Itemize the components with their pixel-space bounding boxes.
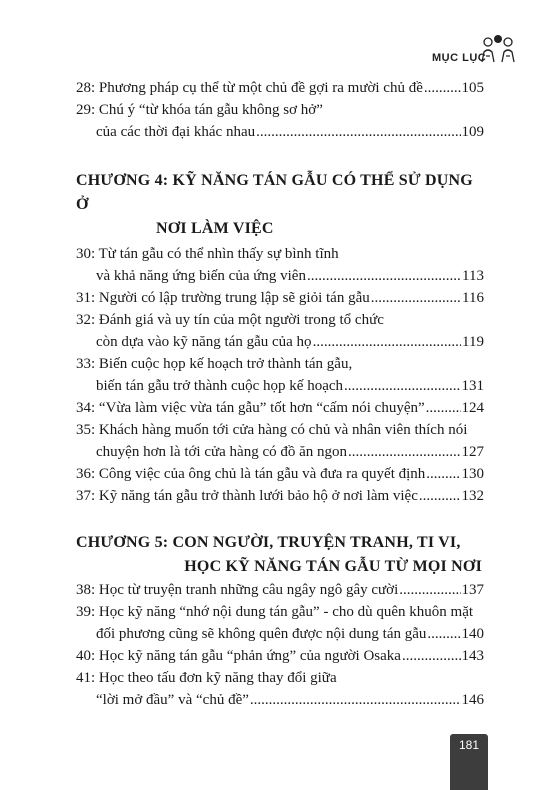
toc-entry <box>76 645 484 667</box>
toc-entry-line <box>76 645 484 667</box>
toc-page-number: 127 <box>461 444 484 460</box>
toc-entry <box>76 463 484 485</box>
toc-group <box>76 77 484 143</box>
toc-entry-title: 37: Kỹ năng tán gẫu trở thành lưới bảo hộ ở nơi làm việc <box>76 488 418 504</box>
toc-page-number: 119 <box>462 334 484 350</box>
chapter-title-line: CHƯƠNG 4: KỸ NĂNG TÁN GẪU CÓ THỂ SỬ DỤNG Ở <box>76 172 473 213</box>
toc-page-number: 146 <box>461 692 484 708</box>
toc-entry-line <box>76 243 484 265</box>
dot-leader <box>399 579 460 601</box>
toc-entry-line <box>76 441 484 463</box>
toc-entry <box>76 419 484 463</box>
toc-entry <box>76 287 484 309</box>
toc-entry-line <box>76 287 484 309</box>
toc-entry-title: “lời mở đầu” và “chủ đề” <box>96 692 249 708</box>
toc-entry <box>76 601 484 645</box>
toc-entry <box>76 353 484 397</box>
dot-leader <box>402 645 461 667</box>
toc-page-number: 105 <box>461 80 484 96</box>
toc-page-number: 140 <box>461 626 484 642</box>
toc-entry-title: và khả năng ứng biến của ứng viên <box>96 268 306 284</box>
toc-entry-title: 31: Người có lập trường trung lập sẽ giỏi tán gẫu <box>76 290 370 306</box>
toc-entry-title: 36: Công việc của ông chủ là tán gẫu và đưa ra quyết định <box>76 466 426 482</box>
chapter-title-line: CHƯƠNG 5: CON NGƯỜI, TRUYỆN TRANH, TI VI, <box>76 534 461 551</box>
section-header: MỤC LỤC <box>432 52 487 64</box>
dot-leader <box>371 287 461 309</box>
toc-entry-line <box>76 77 484 99</box>
toc-page-number: 130 <box>461 466 484 482</box>
toc-page-number: 116 <box>462 290 484 306</box>
toc-entry-line <box>76 579 484 601</box>
toc-entry-line <box>76 375 484 397</box>
toc-entry-title: 32: Đánh giá và uy tín của một người trong tổ chức <box>76 312 384 328</box>
toc-entry-line <box>76 265 484 287</box>
toc-entry-title: 40: Học kỹ năng tán gẫu “phản ứng” của người Osaka <box>76 648 401 664</box>
chapter-title-line: HỌC KỸ NĂNG TÁN GẪU TỪ MỌI NƠI <box>184 558 482 575</box>
toc-entry-title: 39: Học kỹ năng “nhớ nội dung tán gẫu” - cho dù quên khuôn mặt <box>76 604 474 620</box>
dot-leader <box>426 397 461 419</box>
toc-entry <box>76 77 484 99</box>
toc-entry <box>76 243 484 287</box>
toc-entry-line <box>76 485 484 507</box>
toc-entry-line <box>76 667 484 689</box>
toc-entry-line <box>76 99 484 121</box>
dot-leader <box>250 689 461 711</box>
dot-leader <box>313 331 461 353</box>
chapter-heading <box>76 531 484 579</box>
toc-page-number: 143 <box>461 648 484 664</box>
toc-entry-line <box>76 463 484 485</box>
toc-entry <box>76 667 484 711</box>
toc-entry-line <box>76 397 484 419</box>
toc-entry-title: 35: Khách hàng muốn tới cửa hàng có chủ và nhân viên thích nói <box>76 422 468 438</box>
dot-leader <box>348 441 460 463</box>
toc-entry-line <box>76 601 484 623</box>
toc-entry-line <box>76 331 484 353</box>
toc-entry-title: 29: Chú ý “từ khóa tán gẫu không sơ hở” <box>76 102 323 118</box>
dot-leader <box>426 463 460 485</box>
toc-page-number: 113 <box>462 268 484 284</box>
toc-group <box>76 579 484 711</box>
toc-entry-title: còn dựa vào kỹ năng tán gẫu của họ <box>96 334 312 350</box>
toc-entry-line <box>76 623 484 645</box>
toc-entry <box>76 309 484 353</box>
dot-leader <box>344 375 460 397</box>
toc-entry-title: 30: Từ tán gẫu có thể nhìn thấy sự bình tĩnh <box>76 246 339 262</box>
toc-group <box>76 243 484 507</box>
toc-entry-line <box>76 689 484 711</box>
toc-entry-line <box>76 309 484 331</box>
toc-entry-line <box>76 419 484 441</box>
people-talking-icon <box>478 34 518 64</box>
table-of-contents <box>76 77 484 711</box>
toc-page-number: 124 <box>461 400 484 416</box>
toc-entry-title: chuyện hơn là tới cửa hàng có đồ ăn ngon <box>96 444 348 460</box>
toc-entry-title: đối phương cũng sẽ không quên được nội dung tán gẫu <box>96 626 427 642</box>
page-number-tab <box>450 734 488 790</box>
toc-entry-title: 38: Học từ truyện tranh những câu ngây ngô gây cười <box>76 582 399 598</box>
toc-page-number: 131 <box>461 378 484 394</box>
toc-entry-line <box>76 353 484 375</box>
dot-leader <box>419 485 461 507</box>
dot-leader <box>256 121 460 143</box>
toc-page-number: 109 <box>461 124 484 140</box>
toc-entry <box>76 397 484 419</box>
toc-entry-title: 28: Phương pháp cụ thể từ một chủ đề gợi ra mười chủ đề <box>76 80 423 96</box>
toc-page-number: 132 <box>461 488 484 504</box>
dot-leader <box>307 265 461 287</box>
dot-leader <box>424 77 461 99</box>
dot-leader <box>427 623 460 645</box>
chapter-title-line: NƠI LÀM VIỆC <box>156 220 274 237</box>
toc-entry <box>76 99 484 143</box>
toc-page-number: 137 <box>461 582 484 598</box>
toc-entry-title: biến tán gẫu trở thành cuộc họp kế hoạch <box>96 378 344 394</box>
toc-entry-title: của các thời đại khác nhau <box>96 124 256 140</box>
toc-entry-title: 33: Biến cuộc họp kế hoạch trở thành tán gẫu, <box>76 356 353 372</box>
toc-entry <box>76 579 484 601</box>
toc-entry-title: 41: Học theo tấu đơn kỹ năng thay đổi giữa <box>76 670 337 686</box>
toc-entry-line <box>76 121 484 143</box>
chapter-heading <box>76 169 484 241</box>
page-number: 181 <box>458 738 480 752</box>
toc-entry <box>76 485 484 507</box>
toc-entry-title: 34: “Vừa làm việc vừa tán gẫu” tốt hơn “cấm nói chuyện” <box>76 400 425 416</box>
